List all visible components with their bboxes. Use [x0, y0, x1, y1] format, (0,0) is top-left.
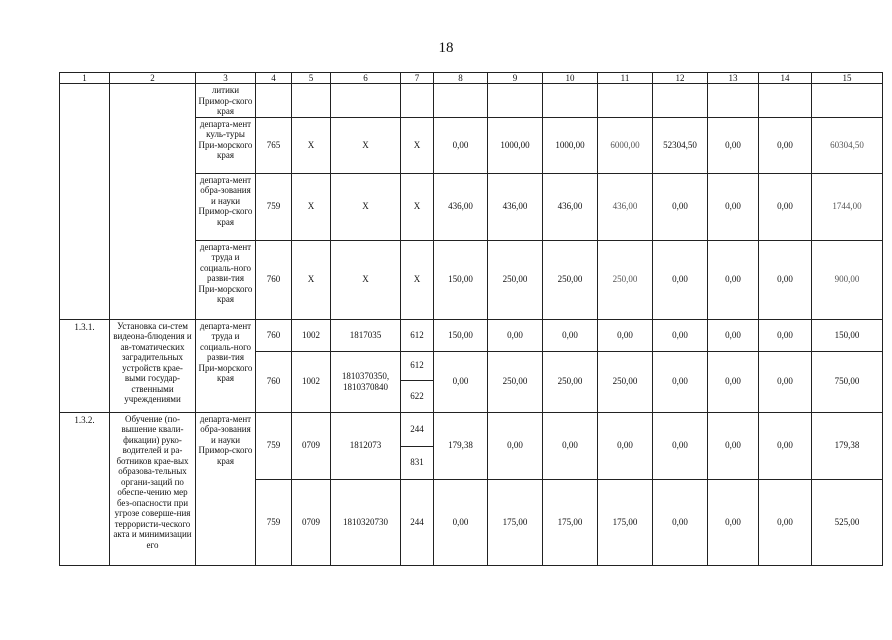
empty-cell [812, 84, 883, 118]
value-cell: 1000,00 [543, 117, 598, 173]
value-cell: 0,00 [708, 319, 759, 351]
value-cell: 0,00 [759, 319, 812, 351]
column-header: 15 [812, 73, 883, 84]
column-header: 7 [401, 73, 434, 84]
value-cell: 52304,50 [653, 117, 708, 173]
value-cell: 0,00 [759, 173, 812, 240]
value-cell: 0,00 [653, 412, 708, 479]
column-header: 11 [598, 73, 653, 84]
value-cell: 0,00 [653, 240, 708, 319]
total-cell: 60304,50 [812, 117, 883, 173]
value-cell: 0,00 [653, 479, 708, 565]
empty-cell [598, 84, 653, 118]
value-cell: 250,00 [488, 240, 543, 319]
section-code-cell: X [292, 117, 331, 173]
empty-cell [256, 84, 292, 118]
column-header-row [60, 73, 883, 84]
value-cell: 0,00 [653, 319, 708, 351]
target-code-cell: 1810320730 [331, 479, 401, 565]
target-code-cell: X [331, 240, 401, 319]
total-cell: 750,00 [812, 351, 883, 412]
empty-cell [331, 84, 401, 118]
target-code-cell: 1810370350, 1810370840 [331, 351, 401, 412]
column-header: 3 [196, 73, 256, 84]
value-cell: 6000,00 [598, 117, 653, 173]
executor-cell: департа-мент куль-туры При-морского края [196, 117, 256, 173]
column-header: 2 [110, 73, 196, 84]
value-cell: 436,00 [543, 173, 598, 240]
value-cell: 0,00 [488, 319, 543, 351]
value-cell: 150,00 [434, 240, 488, 319]
target-code-cell: X [331, 117, 401, 173]
total-cell: 179,38 [812, 412, 883, 479]
gov-code-cell: 760 [256, 351, 292, 412]
expense-type-cell: 831 [401, 446, 434, 479]
table-row [60, 319, 883, 351]
value-cell: 0,00 [488, 412, 543, 479]
value-cell: 179,38 [434, 412, 488, 479]
value-cell: 1000,00 [488, 117, 543, 173]
empty-cell [543, 84, 598, 118]
column-header: 1 [60, 73, 110, 84]
executor-cell: департа-мент обра-зования и науки Примор-ского края [196, 173, 256, 240]
value-cell: 175,00 [488, 479, 543, 565]
section-code-cell: X [292, 173, 331, 240]
value-cell: 0,00 [708, 412, 759, 479]
value-cell: 0,00 [653, 173, 708, 240]
gov-code-cell: 759 [256, 479, 292, 565]
item-number-cell [60, 84, 110, 320]
value-cell: 250,00 [598, 351, 653, 412]
column-header: 4 [256, 73, 292, 84]
item-number-cell: 1.3.2. [60, 412, 110, 565]
table-row [60, 412, 883, 446]
item-number-cell: 1.3.1. [60, 319, 110, 412]
value-cell: 0,00 [759, 412, 812, 479]
value-cell: 0,00 [598, 319, 653, 351]
empty-cell [292, 84, 331, 118]
value-cell: 175,00 [543, 479, 598, 565]
total-cell: 900,00 [812, 240, 883, 319]
value-cell: 250,00 [598, 240, 653, 319]
total-cell: 1744,00 [812, 173, 883, 240]
value-cell: 0,00 [543, 412, 598, 479]
section-code-cell: 1002 [292, 351, 331, 412]
expense-type-cell: 612 [401, 351, 434, 380]
total-cell: 525,00 [812, 479, 883, 565]
section-code-cell: X [292, 240, 331, 319]
empty-cell [759, 84, 812, 118]
gov-code-cell: 760 [256, 240, 292, 319]
value-cell: 0,00 [543, 319, 598, 351]
section-code-cell: 1002 [292, 319, 331, 351]
value-cell: 0,00 [708, 173, 759, 240]
value-cell: 436,00 [488, 173, 543, 240]
value-cell: 250,00 [543, 240, 598, 319]
value-cell: 0,00 [708, 117, 759, 173]
value-cell: 0,00 [653, 351, 708, 412]
expense-type-cell: 244 [401, 412, 434, 446]
page-number: 18 [438, 40, 454, 56]
gov-code-cell: 759 [256, 412, 292, 479]
value-cell: 436,00 [434, 173, 488, 240]
gov-code-cell: 765 [256, 117, 292, 173]
executor-cell: литики Примор-ского края [196, 84, 256, 118]
column-header: 13 [708, 73, 759, 84]
value-cell: 0,00 [708, 240, 759, 319]
value-cell: 0,00 [759, 479, 812, 565]
empty-cell [488, 84, 543, 118]
section-code-cell: 0709 [292, 479, 331, 565]
expense-type-cell: X [401, 117, 434, 173]
value-cell: 150,00 [434, 319, 488, 351]
value-cell: 0,00 [598, 412, 653, 479]
expense-type-cell: X [401, 173, 434, 240]
target-code-cell: 1817035 [331, 319, 401, 351]
empty-cell [401, 84, 434, 118]
value-cell: 0,00 [759, 117, 812, 173]
expense-type-cell: 612 [401, 319, 434, 351]
target-code-cell: X [331, 173, 401, 240]
column-header: 14 [759, 73, 812, 84]
empty-cell [653, 84, 708, 118]
gov-code-cell: 760 [256, 319, 292, 351]
table-row [60, 84, 883, 118]
value-cell: 0,00 [708, 479, 759, 565]
section-code-cell: 0709 [292, 412, 331, 479]
column-header: 10 [543, 73, 598, 84]
value-cell: 0,00 [434, 479, 488, 565]
empty-cell [434, 84, 488, 118]
total-cell: 150,00 [812, 319, 883, 351]
expense-type-cell: 622 [401, 380, 434, 412]
value-cell: 175,00 [598, 479, 653, 565]
target-code-cell: 1812073 [331, 412, 401, 479]
column-header: 9 [488, 73, 543, 84]
value-cell: 250,00 [488, 351, 543, 412]
column-header: 8 [434, 73, 488, 84]
value-cell: 0,00 [759, 351, 812, 412]
expense-type-cell: 244 [401, 479, 434, 565]
empty-cell [708, 84, 759, 118]
gov-code-cell: 759 [256, 173, 292, 240]
column-header: 5 [292, 73, 331, 84]
column-header: 6 [331, 73, 401, 84]
item-name-cell [110, 84, 196, 320]
executor-cell: департа-мент труда и социаль-ного разви-тия При-морского края [196, 319, 256, 412]
item-name-cell: Обучение (по-вышение квали-фикации) руко-водителей и ра-ботников крае-вых образова-тельных органи-заций по обеспе-чению мер без-опасности при угрозе соверше-ния террористи-ческого акта и минимизации его [110, 412, 196, 565]
budget-table [59, 72, 883, 566]
value-cell: 0,00 [434, 117, 488, 173]
value-cell: 0,00 [759, 240, 812, 319]
value-cell: 250,00 [543, 351, 598, 412]
value-cell: 436,00 [598, 173, 653, 240]
executor-cell: департа-мент труда и социаль-ного разви-тия При-морского края [196, 240, 256, 319]
value-cell: 0,00 [708, 351, 759, 412]
expense-type-cell: X [401, 240, 434, 319]
value-cell: 0,00 [434, 351, 488, 412]
item-name-cell: Установка си-стем видеона-блюдения и ав-томатических заградительных устройств крае-выми государ-ственными учреждениями [110, 319, 196, 412]
column-header: 12 [653, 73, 708, 84]
executor-cell: департа-мент обра-зования и науки Примор-ского края [196, 412, 256, 565]
